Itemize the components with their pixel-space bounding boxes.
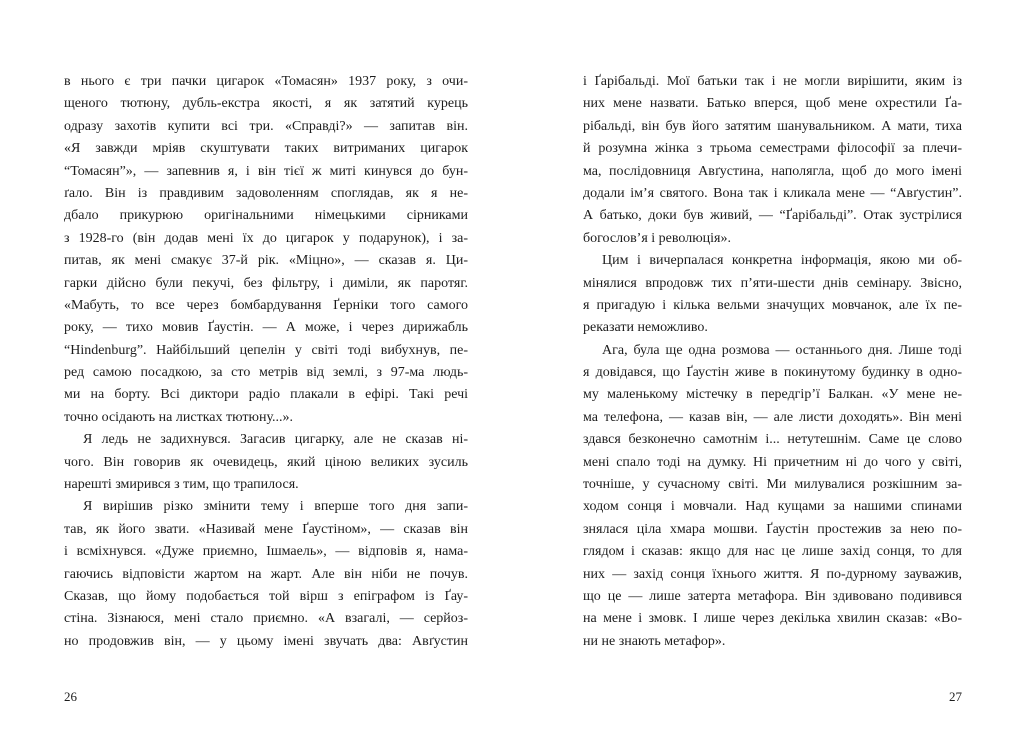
text-line: що це — лише затерта метафора. Він здивовано подивився [583,588,962,604]
text-line: них мене назвати. Батько вперся, щоб мене охрестили Ґа- [583,96,962,112]
text-line: тав, як його звати. «Називай мене Ґаустіном», — сказав він [64,521,468,537]
text-line: знялася ціла хмара мошви. Ґаустін простежив за нею по- [583,521,962,537]
text-line: ма, послідовниця Авґустина, наполягла, щоб до мого імені [583,163,962,179]
text-line: одразу захотів купити всі три. «Справді?» — запитав він. [64,118,468,134]
page-right-text [583,71,962,653]
text-line: “Томасян”», — запевнив я, і він тієї ж миті кинувся до бун- [64,163,468,179]
text-line: ни не знають метафор». [583,633,726,649]
text-line: ми на борту. Всі диктори радіо плакали в ефірі. Такі речі [64,387,468,403]
text-line: року, — тихо мовив Ґаустін. — А може, і через дирижабль [64,320,468,336]
text-line: Я вирішив різко змінити тему і вперше того дня запи- [83,499,468,515]
text-line: додали ім’я святого. Вона так і кликала мене — “Авґустин”. [583,185,962,201]
text-line: стіна. Зізнаюся, мені стало приємно. «А взагалі, — серйоз- [64,611,468,627]
text-line: на мене і змовк. І лише через декілька хвилин сказав: «Во- [583,611,962,627]
text-line: і всміхнувся. «Дуже приємно, Ішмаель», — відповів я, нама- [64,544,468,560]
page-left-text [64,71,468,653]
text-line: мінялися впродовж тих п’яти-шести днів семінару. Звісно, [583,275,962,291]
text-line: Цим і вичерпалася конкретна інформація, якою ми об- [602,253,962,269]
text-line: чого. Він говорив як очевидець, який ціною великих зусиль [64,454,468,470]
text-line: здався безконечно самотнім і... нетутешнім. Саме це слово [583,432,962,448]
text-line: «Мабуть, то все через бомбардування Ґерніки того самого [64,297,468,313]
paragraph [64,496,468,653]
paragraph [583,250,962,340]
paragraph [583,340,962,653]
text-line: точно осідають на листках тютюну...». [64,409,294,425]
text-line: нарешті змирився з тим, що трапилося. [64,477,299,493]
text-line: гаючись відповісти жартом на жарт. Але він ніби не почув. [64,566,468,582]
text-line: ґало. Він із правдивим задоволенням споглядав, як я не- [64,185,468,201]
text-line: Я ледь не задихнувся. Загасив цигарку, але не сказав ні- [83,432,468,448]
text-line: дбало прикурюю оригінальними німецькими сірниками [64,208,468,224]
text-line: му маленькому містечку в передгір’ї Балкан. «У мене не- [583,387,962,403]
text-line: в нього є три пачки цигарок «Томасян» 1937 року, з очи- [64,74,468,89]
paragraph [64,71,468,429]
text-line: і Ґарібальді. Мої батьки так і не могли вирішити, яким із [583,74,962,89]
text-line: мені спало тоді на думку. Ні причетним ні до чого у світі, [583,454,962,470]
text-line: Сказав, що йому подобається той вірш з епіграфом із Ґау- [64,588,468,604]
text-line: з 1928-го (він додав мені їх до цигарок у подарунок), і за- [64,230,468,246]
text-line: питав, як мені смакує 37-й рік. «Міцно», — сказав я. Ци- [64,253,468,269]
text-line: «Я завжди мріяв скуштувати таких витриманих цигарок [64,141,468,157]
text-line: но продовжив він, — у цьому імені звучать два: Авґустин [64,633,468,649]
paragraph [583,71,962,250]
text-line: щеного тютюну, дубль-екстра якості, я як затятий курець [64,96,468,112]
paragraph [64,429,468,496]
text-line: я пригадую і кілька вельми значущих мовчанок, але їх пе- [583,297,962,313]
text-line: ма телефона, — казав він, — але листи доходять». Він мені [583,409,962,425]
page-number-right: 27 [949,689,962,704]
text-line: “Hindenburg”. Найбільший цепелін у світі тоді вибухнув, пе- [64,342,468,358]
text-line: реказати неможливо. [583,320,708,336]
text-line: Ага, була ще одна розмова — останнього дня. Лише тоді [602,342,962,358]
text-line: ред самою посадкою, за сто метрів від землі, з 97-ма людь- [64,365,468,381]
text-line: А батько, доки був живий, — “Ґарібальді”. Отак зустрілися [583,208,962,224]
page-number-left: 26 [64,689,77,704]
text-line: й розумна жінка з трьома семестрами філософії за плечи- [583,141,962,157]
text-line: них — захід сонця їхнього життя. Я по-дурному зауважив, [583,566,962,582]
text-line: я довідався, що Ґаустін живе в покинутому будинку в одно- [583,365,962,381]
text-line: богослов’я і революція». [583,230,731,246]
text-line: рібальді, він був його затятим шанувальником. А мати, тиха [583,118,962,134]
text-line: точніше, у сучасному світі. Ми милувалися розкішним за- [583,477,962,493]
text-line: гарки дійсно були пекучі, без фільтру, і диміли, як паротяг. [64,275,468,291]
text-line: глядом і сказав: якщо для нас це лише захід сонця, то для [583,544,962,560]
text-line: ходом сонця і мовчали. Над кущами за нашими спинами [583,499,962,515]
